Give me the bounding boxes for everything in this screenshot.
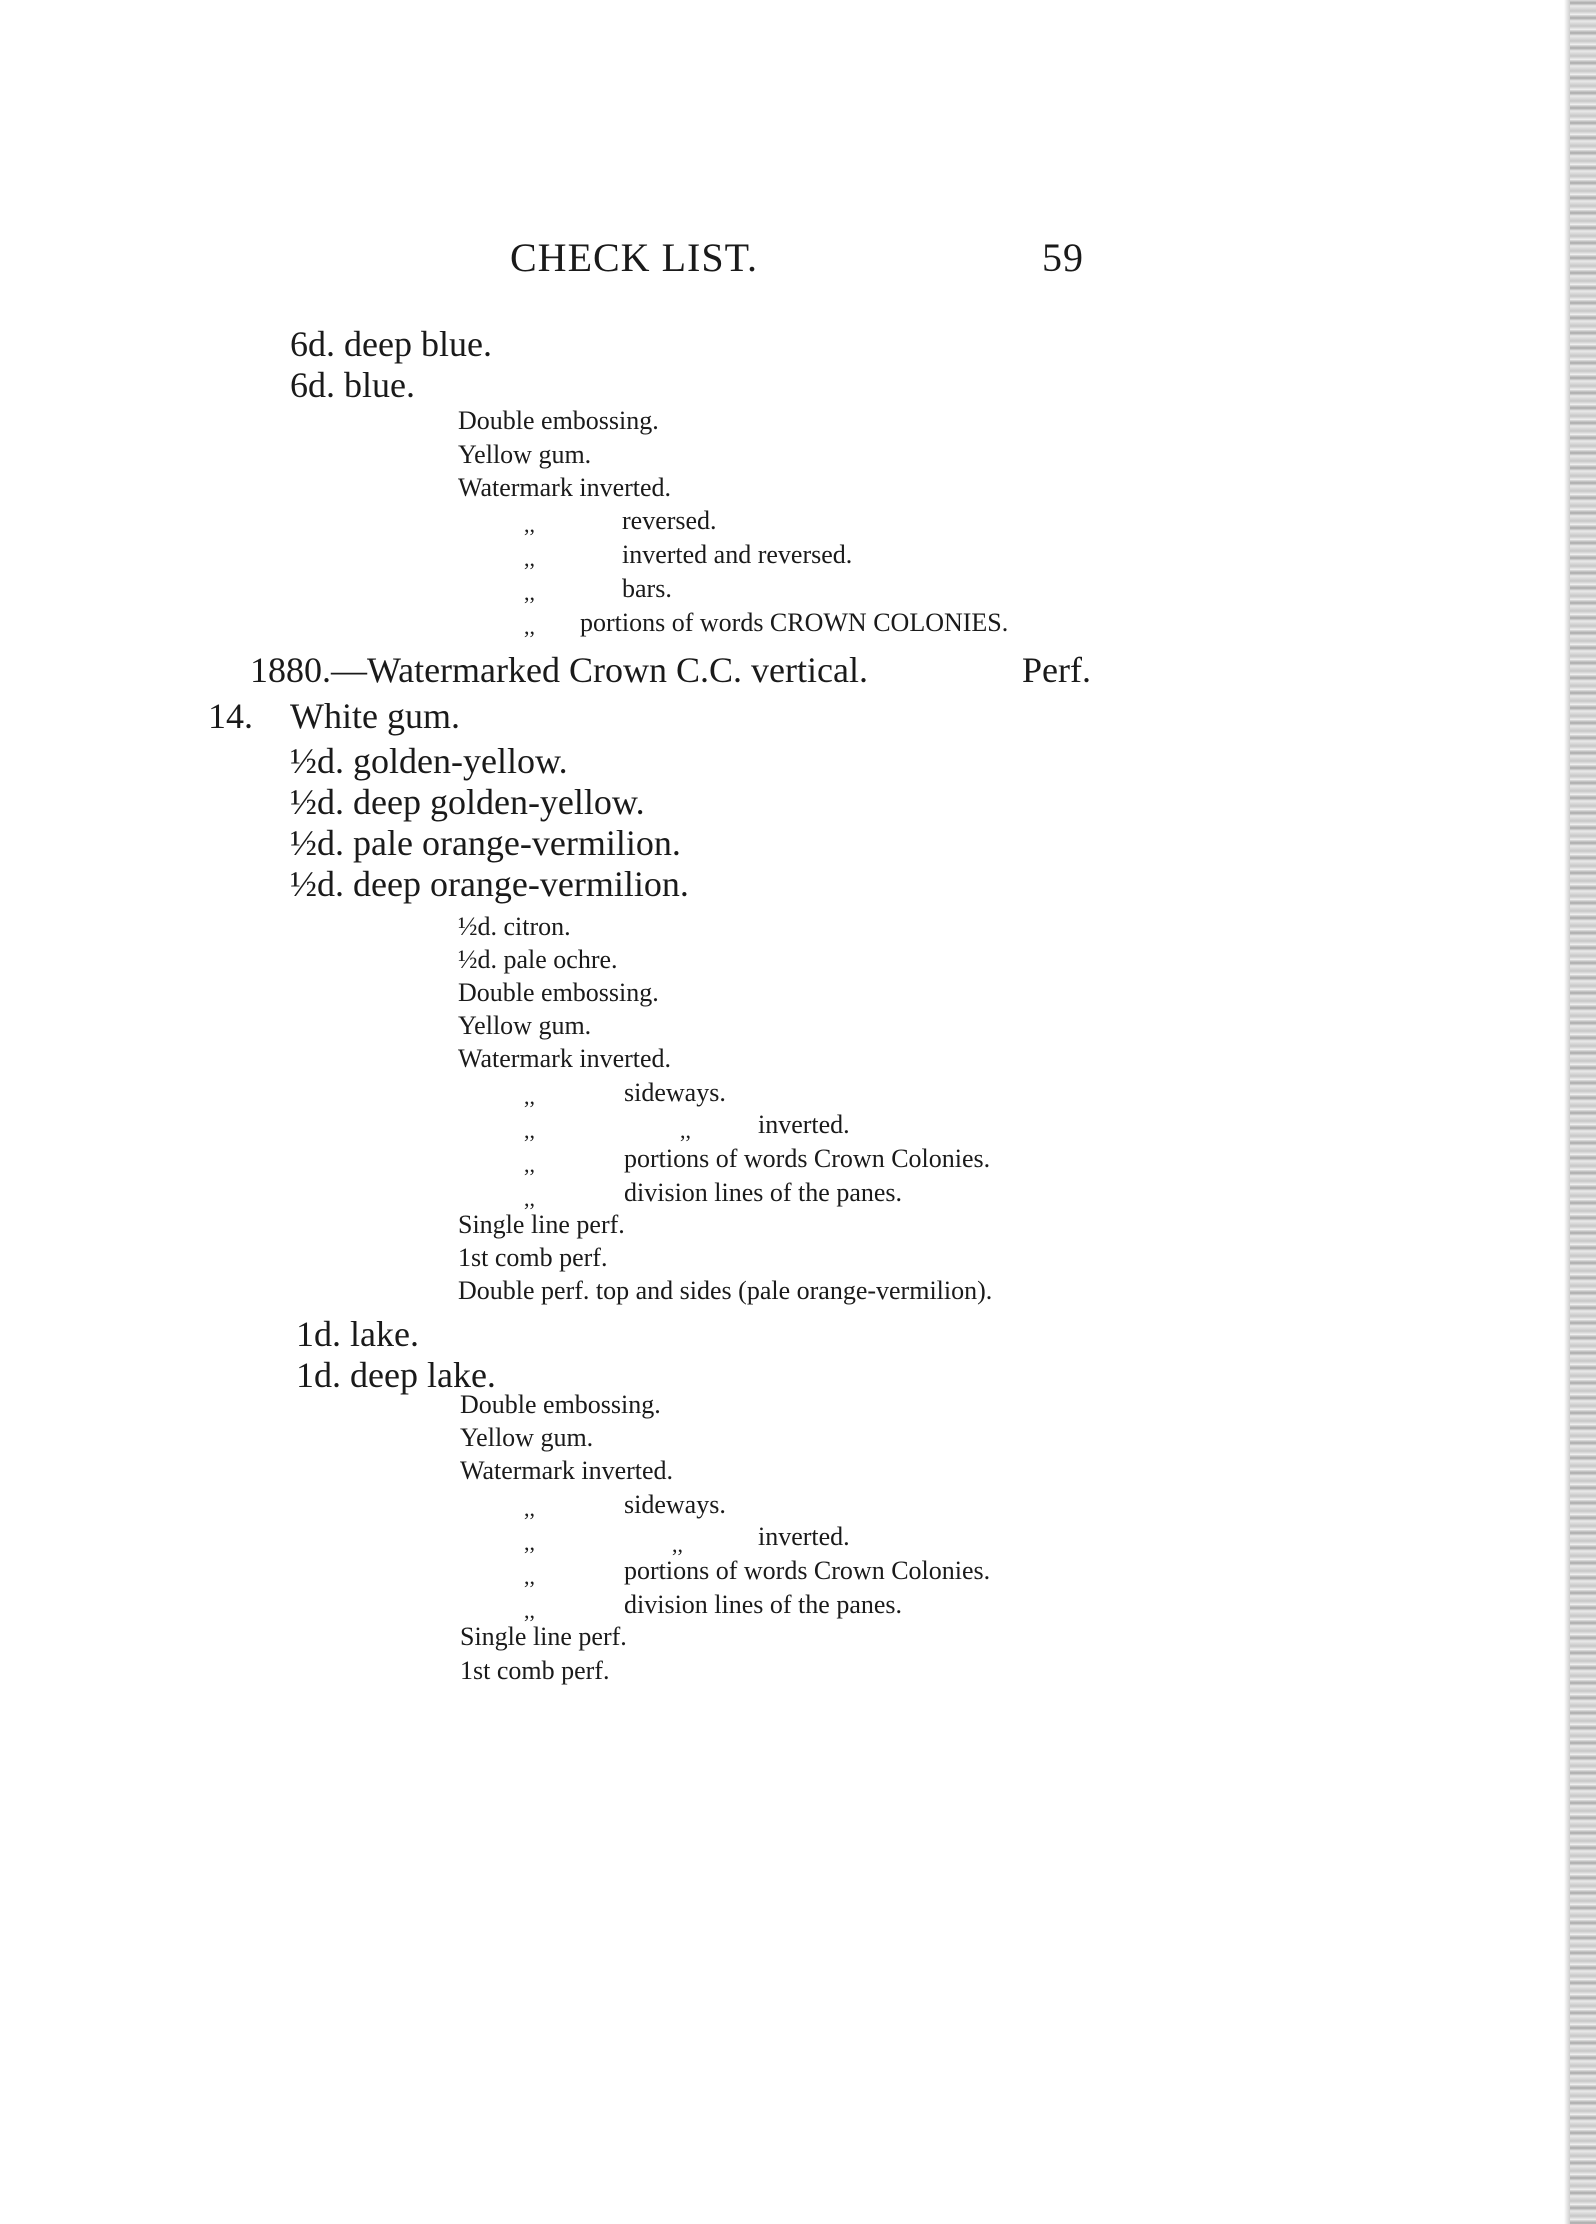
variety-note: Yellow gum. <box>458 440 592 469</box>
ditto-mark: ,, <box>524 614 535 639</box>
variety-note: Watermark inverted. <box>460 1456 674 1485</box>
watermark-variant: portions of words CROWN COLONIES. <box>580 608 1009 637</box>
stamp-item: 1d. lake. <box>296 1314 419 1354</box>
variety-note: Yellow gum. <box>458 1011 592 1040</box>
variety-note: Double embossing. <box>460 1390 661 1419</box>
page-edge <box>1570 0 1596 2224</box>
watermark-variant: inverted. <box>758 1110 850 1139</box>
variety-note: ½d. pale ochre. <box>458 945 618 974</box>
ditto-mark: ,, <box>524 1564 535 1589</box>
ditto-mark: ,, <box>524 1530 535 1555</box>
watermark-variant: inverted. <box>758 1522 850 1551</box>
page-title: CHECK LIST. <box>510 235 759 280</box>
ditto-mark: ,, <box>524 1186 535 1211</box>
variety-note: ½d. citron. <box>458 912 571 941</box>
variety-note: 1st comb perf. <box>460 1656 610 1685</box>
ditto-mark: ,, <box>672 1532 683 1557</box>
ditto-mark: ,, <box>680 1118 691 1143</box>
section-heading-text: White gum. <box>290 696 460 736</box>
ditto-mark: ,, <box>524 1118 535 1143</box>
stamp-item: 1d. deep lake. <box>296 1355 496 1395</box>
variety-note: Single line perf. <box>460 1622 627 1651</box>
page-number: 59 <box>1042 235 1084 280</box>
stamp-item: ½d. deep orange-vermilion. <box>290 864 689 904</box>
ditto-mark: ,, <box>524 1496 535 1521</box>
variety-note: Single line perf. <box>458 1210 625 1239</box>
watermark-variant: portions of words Crown Colonies. <box>624 1144 991 1173</box>
stamp-item: 6d. deep blue. <box>290 324 492 364</box>
stamp-item: ½d. deep golden-yellow. <box>290 782 645 822</box>
variety-note: Yellow gum. <box>460 1423 594 1452</box>
variety-note: Double perf. top and sides (pale orange-vermilion). <box>458 1276 993 1305</box>
variety-note: Watermark inverted. <box>458 473 672 502</box>
ditto-mark: ,, <box>524 1598 535 1623</box>
variety-note: 1st comb perf. <box>458 1243 608 1272</box>
watermark-variant: reversed. <box>622 506 717 535</box>
ditto-mark: ,, <box>524 1152 535 1177</box>
section-heading-perf: Perf. <box>1022 650 1091 690</box>
ditto-mark: ,, <box>524 546 535 571</box>
watermark-variant: inverted and reversed. <box>622 540 853 569</box>
variety-note: Double embossing. <box>458 978 659 1007</box>
watermark-variant: division lines of the panes. <box>624 1590 903 1619</box>
stamp-item: 6d. blue. <box>290 365 415 405</box>
watermark-variant: bars. <box>622 574 672 603</box>
section-heading: 1880.—Watermarked Crown C.C. vertical. <box>250 650 868 690</box>
ditto-mark: ,, <box>524 1084 535 1109</box>
ditto-mark: ,, <box>524 512 535 537</box>
variety-note: Double embossing. <box>458 406 659 435</box>
watermark-variant: division lines of the panes. <box>624 1178 903 1207</box>
watermark-variant: sideways. <box>624 1078 726 1107</box>
stamp-item: ½d. pale orange-vermilion. <box>290 823 681 863</box>
ditto-mark: ,, <box>524 580 535 605</box>
variety-note: Watermark inverted. <box>458 1044 672 1073</box>
section-heading-number: 14. <box>208 696 253 736</box>
stamp-item: ½d. golden-yellow. <box>290 741 568 781</box>
watermark-variant: portions of words Crown Colonies. <box>624 1556 991 1585</box>
watermark-variant: sideways. <box>624 1490 726 1519</box>
